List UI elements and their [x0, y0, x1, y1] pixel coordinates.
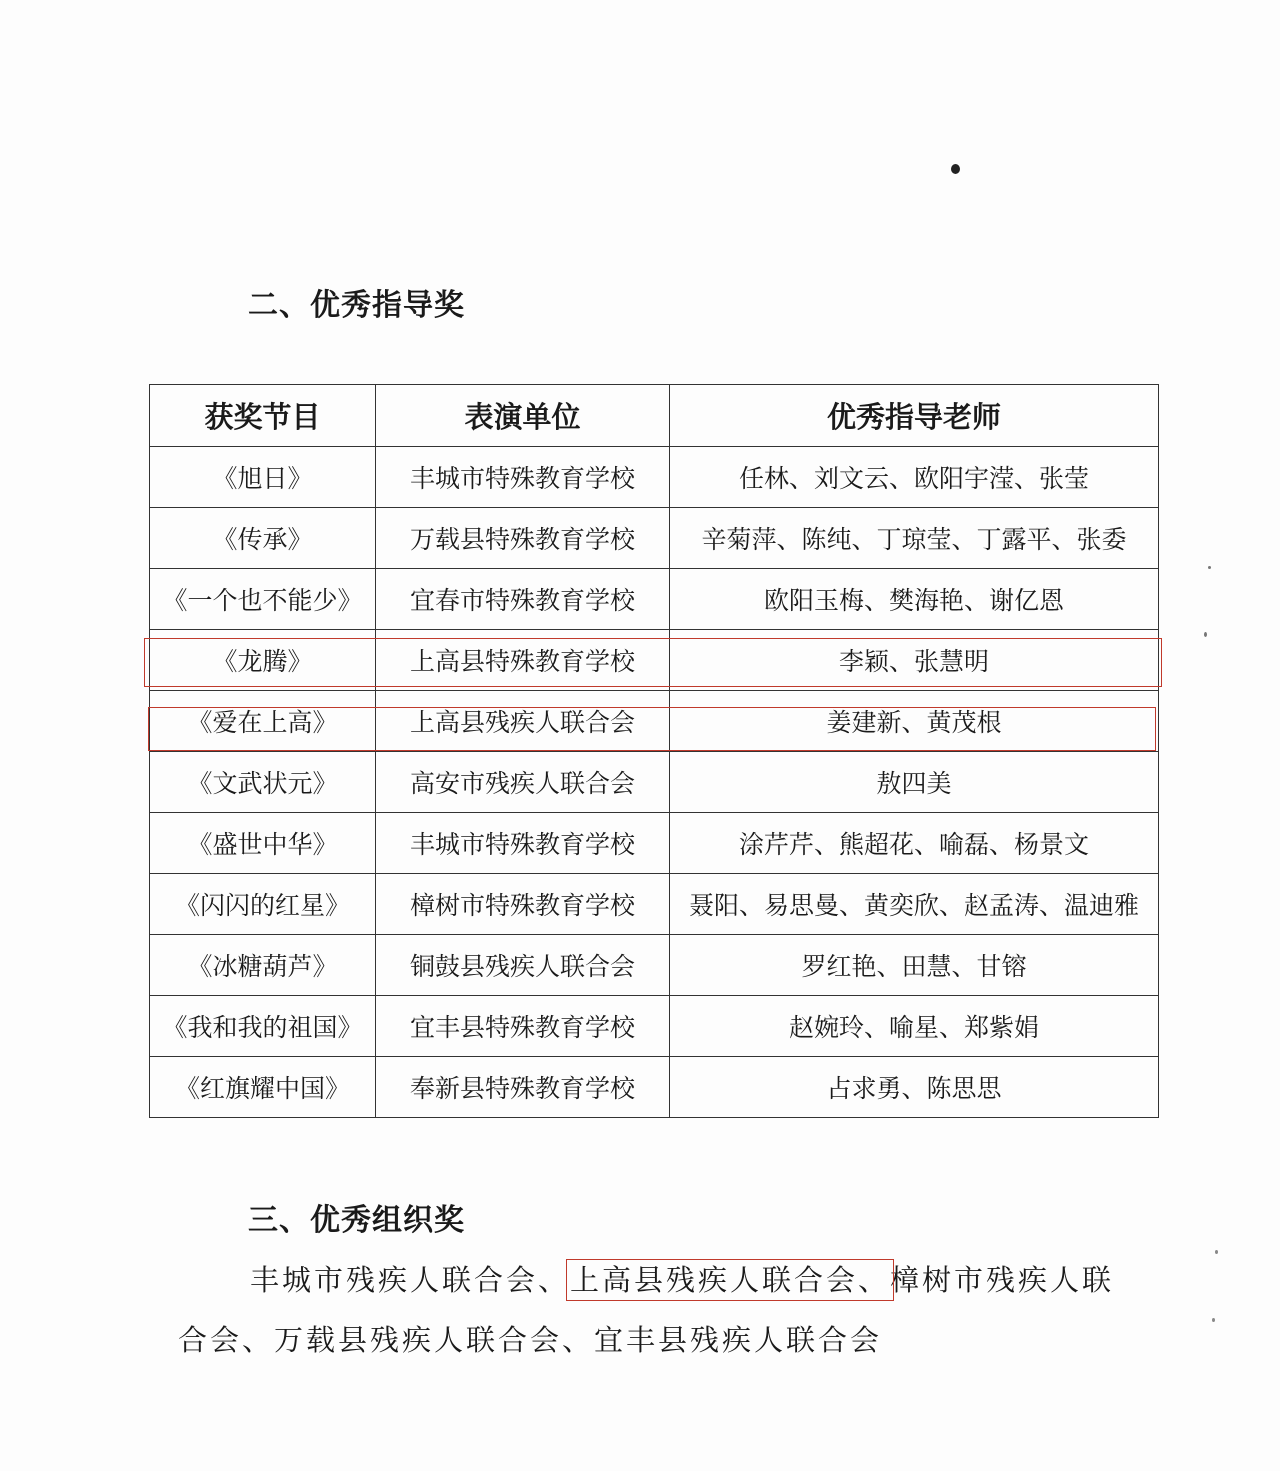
table-row: [150, 752, 1159, 813]
cell-performing-unit: 丰城市特殊教育学校: [376, 447, 670, 508]
table-row: [150, 569, 1159, 630]
cell-program: 《盛世中华》: [150, 813, 376, 874]
cell-performing-unit: 宜丰县特殊教育学校: [376, 996, 670, 1057]
table-row: [150, 691, 1159, 752]
org-list-part-1: 丰城市残疾人联合会、: [250, 1263, 571, 1297]
highlighted-org-shanggao: 上高县残疾人联合会、: [570, 1263, 891, 1297]
cell-program: 《红旗耀中国》: [150, 1057, 376, 1118]
organization-award-paragraph: [178, 1250, 1138, 1370]
section-heading-excellent-instruction-award: 二、优秀指导奖: [248, 288, 465, 323]
cell-program: 《一个也不能少》: [150, 569, 376, 630]
table-row: [150, 447, 1159, 508]
cell-program: 《龙腾》: [150, 630, 376, 691]
section-heading-excellent-organization-award: 三、优秀组织奖: [248, 1203, 465, 1238]
cell-program: 《旭日》: [150, 447, 376, 508]
cell-program: 《爱在上高》: [150, 691, 376, 752]
cell-instructors: 罗红艳、田慧、甘镕: [670, 935, 1159, 996]
cell-instructors: 辛菊萍、陈纯、丁琼莹、丁露平、张委: [670, 508, 1159, 569]
cell-performing-unit: 万载县特殊教育学校: [376, 508, 670, 569]
cell-instructors: 聂阳、易思曼、黄奕欣、赵孟涛、温迪雅: [670, 874, 1159, 935]
cell-program: 《传承》: [150, 508, 376, 569]
cell-program: 《文武状元》: [150, 752, 376, 813]
scan-speck: [951, 164, 960, 174]
table-row: [150, 813, 1159, 874]
table-row: [150, 874, 1159, 935]
scan-speck: [1204, 632, 1207, 637]
cell-instructors: 欧阳玉梅、樊海艳、谢亿恩: [670, 569, 1159, 630]
cell-instructors: 姜建新、黄茂根: [670, 691, 1159, 752]
cell-instructors: 任林、刘文云、欧阳宇滢、张莹: [670, 447, 1159, 508]
scan-speck: [1215, 1250, 1218, 1254]
table-row: [150, 935, 1159, 996]
cell-performing-unit: 樟树市特殊教育学校: [376, 874, 670, 935]
table-row: [150, 508, 1159, 569]
header-performing-unit: 表演单位: [376, 385, 670, 447]
cell-performing-unit: 高安市残疾人联合会: [376, 752, 670, 813]
cell-performing-unit: 奉新县特殊教育学校: [376, 1057, 670, 1118]
cell-program: 《闪闪的红星》: [150, 874, 376, 935]
table-row: [150, 1057, 1159, 1118]
org-list-part-2: 樟树市残疾人联合会、万载县残疾人联合会、宜丰县残疾人联合会: [178, 1263, 1115, 1357]
cell-instructors: 赵婉玲、喻星、郑紫娟: [670, 996, 1159, 1057]
cell-performing-unit: 上高县特殊教育学校: [376, 630, 670, 691]
cell-performing-unit: 宜春市特殊教育学校: [376, 569, 670, 630]
header-instructors: 优秀指导老师: [670, 385, 1159, 447]
cell-performing-unit: 铜鼓县残疾人联合会: [376, 935, 670, 996]
cell-performing-unit: 上高县残疾人联合会: [376, 691, 670, 752]
cell-performing-unit: 丰城市特殊教育学校: [376, 813, 670, 874]
cell-program: 《冰糖葫芦》: [150, 935, 376, 996]
scan-speck: [1208, 566, 1211, 569]
scan-speck: [1212, 1318, 1215, 1322]
cell-program: 《我和我的祖国》: [150, 996, 376, 1057]
cell-instructors: 李颖、张慧明: [670, 630, 1159, 691]
header-program: 获奖节目: [150, 385, 376, 447]
cell-instructors: 涂芹芹、熊超花、喻磊、杨景文: [670, 813, 1159, 874]
table-header-row: [150, 385, 1159, 447]
award-table: [149, 384, 1159, 1118]
table-row: [150, 996, 1159, 1057]
table-row: [150, 630, 1159, 691]
cell-instructors: 占求勇、陈思思: [670, 1057, 1159, 1118]
cell-instructors: 敖四美: [670, 752, 1159, 813]
